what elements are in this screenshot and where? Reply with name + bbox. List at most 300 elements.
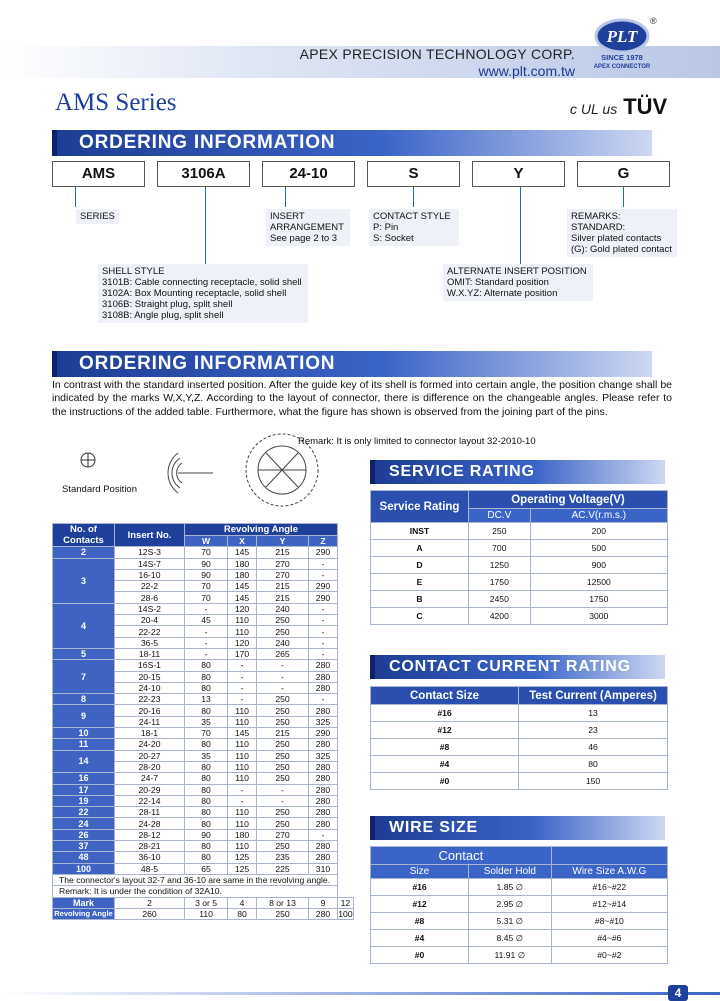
ac-header: AC.V(r.m.s.): [530, 509, 667, 523]
table-cell: 1750: [530, 591, 667, 608]
table-cell: 270: [256, 569, 308, 580]
table-cell: 24-28: [115, 818, 185, 829]
table-cell: 80: [519, 756, 668, 773]
contacts-cell: 17: [53, 784, 115, 795]
table-cell: -: [185, 626, 228, 637]
table-row: [53, 603, 354, 614]
contact-size-header: Contact Size: [371, 687, 519, 705]
table-cell: 215: [256, 592, 308, 603]
table-cell: 215: [256, 728, 308, 739]
description-paragraph: In contrast with the standard inserted position. After the guide key of its shell is formed into certain angle, the position change shall be indicated by the marks W,X,Y,Z. According to the layout of connector, there is difference on the changeable angles. Please refer to the instructions of the added table. Furthermore, what the figure has shown is observed from the joining part of the pins.: [52, 379, 672, 418]
solder-hold-header: Solder Hold: [469, 865, 552, 879]
table-cell: #4: [371, 930, 469, 947]
table-cell: #8~#10: [551, 913, 667, 930]
label-series: SERIES: [76, 209, 119, 224]
table-cell: 36-5: [115, 637, 185, 648]
table-cell: 1.85 ∅: [469, 879, 552, 896]
table-cell: 80: [185, 784, 228, 795]
table-cell: 46: [519, 739, 668, 756]
table-cell: -: [309, 648, 338, 659]
table-cell: 280: [309, 852, 338, 863]
table-cell: 235: [256, 852, 308, 863]
label-remarks: REMARKS: STANDARD: Silver plated contacts (G): Gold plated contact: [567, 209, 677, 257]
table-cell: 270: [256, 558, 308, 569]
table-row: [53, 841, 354, 852]
table-row: [371, 913, 668, 930]
table-cell: 20-16: [115, 705, 185, 716]
table-cell: -: [309, 626, 338, 637]
table-cell: 145: [228, 592, 257, 603]
table-cell: 250: [256, 807, 308, 818]
table-cell: 215: [256, 547, 308, 558]
table-cell: 290: [309, 592, 338, 603]
table-cell: 240: [256, 603, 308, 614]
contacts-cell: 100: [53, 863, 115, 874]
table-row: [53, 739, 354, 750]
revolving-cell: 260: [115, 908, 185, 919]
table-cell: 240: [256, 637, 308, 648]
table-cell: 80: [185, 841, 228, 852]
table-cell: 125: [228, 863, 257, 874]
series-title: AMS Series: [55, 89, 177, 116]
table-row: [371, 557, 668, 574]
col-header-w: W: [185, 536, 228, 547]
layout-remark: Remark: It is only limited to connector layout 32-2010-10: [298, 436, 536, 447]
table-row: [371, 608, 668, 625]
table-cell: 250: [256, 818, 308, 829]
table-row: [53, 705, 354, 716]
table-cell: 20-29: [115, 784, 185, 795]
table-cell: 280: [309, 773, 338, 784]
contacts-cell: 9: [53, 705, 115, 728]
table-cell: 20-15: [115, 671, 185, 682]
table-cell: 13: [185, 694, 228, 705]
connector-line: [285, 187, 286, 207]
table-cell: 70: [185, 547, 228, 558]
contacts-cell: 4: [53, 603, 115, 648]
table-cell: 180: [228, 829, 257, 840]
voltage-header: Operating Voltage(V): [469, 491, 668, 509]
section-service-rating: SERVICE RATING: [370, 460, 665, 484]
contacts-cell: 8: [53, 694, 115, 705]
contacts-cell: 16: [53, 773, 115, 784]
mark-cell: 3 or 5: [185, 897, 228, 908]
table-cell: -: [228, 795, 257, 806]
table-cell: -: [228, 784, 257, 795]
code-shell: 3106A: [157, 161, 250, 187]
mark-cell: 12: [337, 897, 353, 908]
table-cell: 200: [530, 523, 667, 540]
table-cell: 22-23: [115, 694, 185, 705]
table-cell: 250: [256, 761, 308, 772]
table-cell: 90: [185, 558, 228, 569]
table-cell: 80: [185, 761, 228, 772]
col-header-contacts: No. of Contacts: [53, 524, 115, 547]
table-row: [53, 660, 354, 671]
table-cell: 280: [309, 841, 338, 852]
table-row: [53, 829, 354, 840]
table-cell: 250: [469, 523, 531, 540]
table-cell: 13: [519, 705, 668, 722]
table-cell: #12: [371, 896, 469, 913]
table-cell: 80: [185, 795, 228, 806]
table-cell: 250: [256, 773, 308, 784]
mark-row: [53, 897, 354, 908]
table-row: [53, 807, 354, 818]
table-cell: -: [228, 660, 257, 671]
table-cell: 3000: [530, 608, 667, 625]
table-cell: #16: [371, 879, 469, 896]
table-cell: -: [256, 671, 308, 682]
table-row: [53, 773, 354, 784]
table-cell: 290: [309, 728, 338, 739]
table-cell: 70: [185, 728, 228, 739]
table-cell: #8: [371, 739, 519, 756]
col-header-x: X: [228, 536, 257, 547]
table-cell: 12500: [530, 574, 667, 591]
table-cell: 16-10: [115, 569, 185, 580]
revolving-cell: 250: [256, 908, 308, 919]
table-cell: 180: [228, 558, 257, 569]
table-cell: -: [309, 558, 338, 569]
table-cell: 8.45 ∅: [469, 930, 552, 947]
table-cell: 22-22: [115, 626, 185, 637]
code-series: AMS: [52, 161, 145, 187]
table-cell: 250: [256, 705, 308, 716]
table-note: The connector's layout 32-7 and 36-10 are same in the revolving angle.: [53, 874, 338, 885]
table-cell: #12~#14: [551, 896, 667, 913]
revolving-cell: 280: [309, 908, 338, 919]
awg-header: Wire Size A.W.G: [551, 865, 667, 879]
table-cell: 110: [228, 750, 257, 761]
table-cell: 215: [256, 581, 308, 592]
table-row: [371, 523, 668, 540]
table-row: [371, 705, 668, 722]
contacts-cell: 3: [53, 558, 115, 603]
table-cell: 4200: [469, 608, 531, 625]
table-cell: #0~#2: [551, 947, 667, 964]
table-cell: 280: [309, 807, 338, 818]
section-wire-size: WIRE SIZE: [370, 816, 665, 840]
table-row: [371, 896, 668, 913]
code-alternate: Y: [472, 161, 565, 187]
label-alternate: ALTERNATE INSERT POSITION OMIT: Standard position W.X.YZ: Alternate position: [443, 264, 593, 301]
table-cell: 110: [228, 739, 257, 750]
table-cell: 280: [309, 784, 338, 795]
table-cell: 80: [185, 739, 228, 750]
table-cell: 80: [185, 705, 228, 716]
service-rating-header: Service Rating: [371, 491, 469, 523]
tuv-mark: TÜV: [623, 94, 668, 119]
table-cell: 110: [228, 716, 257, 727]
table-cell: #12: [371, 722, 519, 739]
table-cell: 14S-2: [115, 603, 185, 614]
contacts-cell: 5: [53, 648, 115, 659]
table-cell: 80: [185, 671, 228, 682]
table-cell: 110: [228, 761, 257, 772]
test-current-header: Test Current (Amperes): [519, 687, 668, 705]
table-cell: 290: [309, 581, 338, 592]
table-cell: -: [228, 671, 257, 682]
table-cell: -: [309, 694, 338, 705]
table-cell: 35: [185, 716, 228, 727]
table-cell: 45: [185, 615, 228, 626]
label-insert: INSERT ARRANGEMENT See page 2 to 3: [266, 209, 350, 246]
table-cell: 280: [309, 739, 338, 750]
table-cell: 24-20: [115, 739, 185, 750]
code-contact: S: [367, 161, 460, 187]
contact-header: Contact: [371, 847, 552, 865]
table-cell: -: [256, 784, 308, 795]
svg-text:SINCE 1978: SINCE 1978: [601, 53, 643, 62]
table-cell: 80: [185, 660, 228, 671]
table-cell: 110: [228, 773, 257, 784]
table-cell: 36-10: [115, 852, 185, 863]
table-cell: 80: [185, 807, 228, 818]
table-cell: 65: [185, 863, 228, 874]
table-row: [53, 648, 354, 659]
table-cell: #16~#22: [551, 879, 667, 896]
table-row: [371, 739, 668, 756]
table-cell: 90: [185, 829, 228, 840]
table-cell: 145: [228, 547, 257, 558]
table-cell: #8: [371, 913, 469, 930]
table-cell: -: [309, 569, 338, 580]
table-cell: 700: [469, 540, 531, 557]
table-cell: 250: [256, 626, 308, 637]
section-ordering-info-1: ORDERING INFORMATION: [52, 130, 652, 156]
table-cell: 120: [228, 603, 257, 614]
connector-line: [75, 187, 76, 207]
table-row: [53, 728, 354, 739]
table-cell: 18-11: [115, 648, 185, 659]
contacts-cell: 11: [53, 739, 115, 750]
contacts-cell: 14: [53, 750, 115, 773]
revolving-cell: 80: [228, 908, 257, 919]
table-cell: #0: [371, 773, 519, 790]
table-cell: -: [309, 615, 338, 626]
table-cell: 16S-1: [115, 660, 185, 671]
table-cell: -: [185, 637, 228, 648]
table-cell: 145: [228, 581, 257, 592]
connector-line: [520, 187, 521, 265]
contacts-cell: 7: [53, 660, 115, 694]
contacts-cell: 26: [53, 829, 115, 840]
table-cell: 280: [309, 818, 338, 829]
section-contact-current: CONTACT CURRENT RATING: [370, 655, 665, 679]
table-cell: 290: [309, 547, 338, 558]
standard-position-icon: [78, 450, 98, 475]
table-cell: 12S-3: [115, 547, 185, 558]
code-remarks: G: [577, 161, 670, 187]
table-cell: 110: [228, 615, 257, 626]
table-cell: 250: [256, 694, 308, 705]
table-cell: 250: [256, 615, 308, 626]
table-cell: 80: [185, 852, 228, 863]
revolving-cell: 110: [185, 908, 228, 919]
table-cell: #16: [371, 705, 519, 722]
table-cell: -: [185, 648, 228, 659]
table-row: [53, 558, 354, 569]
table-cell: 2450: [469, 591, 531, 608]
contacts-cell: 24: [53, 818, 115, 829]
service-rating-table: [370, 490, 668, 625]
table-cell: -: [256, 660, 308, 671]
col-header-y: Y: [256, 536, 308, 547]
table-cell: 180: [228, 569, 257, 580]
table-cell: 24-11: [115, 716, 185, 727]
table-cell: 90: [185, 569, 228, 580]
table-cell: 22-2: [115, 581, 185, 592]
table-row: [371, 879, 668, 896]
table-cell: 110: [228, 841, 257, 852]
table-row: [53, 784, 354, 795]
table-cell: 265: [256, 648, 308, 659]
table-cell: 28-11: [115, 807, 185, 818]
table-cell: 20-27: [115, 750, 185, 761]
table-row: [53, 547, 354, 558]
table-row: [371, 773, 668, 790]
revolving-figure-small: [158, 448, 218, 503]
section-ordering-info-2: ORDERING INFORMATION: [52, 351, 652, 377]
table-cell: 28-6: [115, 592, 185, 603]
table-cell: D: [371, 557, 469, 574]
table-cell: 110: [228, 705, 257, 716]
table-row: [371, 540, 668, 557]
table-cell: 170: [228, 648, 257, 659]
table-row: [53, 863, 354, 874]
contact-current-table: [370, 686, 668, 790]
table-cell: 5.31 ∅: [469, 913, 552, 930]
table-row: [371, 574, 668, 591]
table-row: [371, 947, 668, 964]
plt-logo: [588, 14, 666, 68]
table-cell: 310: [309, 863, 338, 874]
svg-text:®: ®: [650, 16, 657, 26]
table-cell: B: [371, 591, 469, 608]
table-cell: -: [309, 637, 338, 648]
table-cell: 1250: [469, 557, 531, 574]
table-cell: 28-21: [115, 841, 185, 852]
table-cell: 250: [256, 739, 308, 750]
wire-size-table: [370, 846, 668, 964]
table-cell: 150: [519, 773, 668, 790]
table-cell: 500: [530, 540, 667, 557]
table-cell: 280: [309, 671, 338, 682]
table-cell: 23: [519, 722, 668, 739]
table-remark: Remark: It is under the condition of 32A10.: [53, 886, 338, 897]
table-cell: 325: [309, 716, 338, 727]
table-cell: 280: [309, 705, 338, 716]
table-cell: -: [309, 829, 338, 840]
table-cell: -: [256, 682, 308, 693]
contacts-cell: 2: [53, 547, 115, 558]
contacts-cell: 19: [53, 795, 115, 806]
note-row: [53, 886, 354, 897]
certification-marks: [570, 94, 667, 120]
table-cell: -: [228, 682, 257, 693]
table-row: [371, 756, 668, 773]
contacts-cell: 22: [53, 807, 115, 818]
mark-cell: 8 or 13: [256, 897, 308, 908]
table-cell: 24-10: [115, 682, 185, 693]
table-cell: 280: [309, 761, 338, 772]
table-cell: 70: [185, 581, 228, 592]
mark-cell: 2: [115, 897, 185, 908]
table-cell: 900: [530, 557, 667, 574]
table-cell: -: [256, 795, 308, 806]
table-cell: #4~#6: [551, 930, 667, 947]
table-cell: 250: [256, 750, 308, 761]
table-cell: INST: [371, 523, 469, 540]
table-cell: 280: [309, 795, 338, 806]
table-cell: 145: [228, 728, 257, 739]
table-cell: 280: [309, 660, 338, 671]
page-number: 4: [668, 985, 688, 1001]
label-shell-style: SHELL STYLE 3101B: Cable connecting receptacle, solid shell 3102A: Box Mounting receptacle, solid shell 3106B: Straight plug, split shell 3108B: Angle plug, split shell: [98, 264, 308, 323]
table-cell: 35: [185, 750, 228, 761]
col-header-z: Z: [309, 536, 338, 547]
table-row: [53, 750, 354, 761]
company-url[interactable]: www.plt.com.tw: [478, 63, 575, 79]
table-cell: 28-12: [115, 829, 185, 840]
footer-line: [0, 992, 720, 995]
table-cell: 1750: [469, 574, 531, 591]
table-cell: #0: [371, 947, 469, 964]
table-cell: 270: [256, 829, 308, 840]
ul-mark: c UL us: [570, 101, 618, 117]
size-header: Size: [371, 865, 469, 879]
mark-label: Mark: [53, 897, 115, 908]
mark-cell: 9: [309, 897, 338, 908]
contacts-cell: 10: [53, 728, 115, 739]
table-cell: 80: [185, 818, 228, 829]
table-cell: 70: [185, 592, 228, 603]
table-cell: -: [185, 603, 228, 614]
note-row: [53, 874, 354, 885]
connector-line: [205, 187, 206, 265]
table-cell: -: [309, 603, 338, 614]
table-cell: 110: [228, 626, 257, 637]
mark-cell: 4: [228, 897, 257, 908]
table-row: [53, 852, 354, 863]
table-cell: 22-14: [115, 795, 185, 806]
table-cell: 80: [185, 773, 228, 784]
table-cell: A: [371, 540, 469, 557]
connector-line: [413, 187, 414, 207]
table-row: [53, 818, 354, 829]
table-cell: 20-4: [115, 615, 185, 626]
company-name: APEX PRECISION TECHNOLOGY CORP.: [299, 46, 575, 62]
table-row: [371, 722, 668, 739]
label-contact: CONTACT STYLE P: Pin S: Socket: [369, 209, 459, 246]
table-cell: 125: [228, 852, 257, 863]
revolving-cell: 100: [338, 908, 353, 919]
table-cell: 28-20: [115, 761, 185, 772]
table-cell: 110: [228, 818, 257, 829]
connector-line: [623, 187, 624, 207]
table-cell: 110: [228, 807, 257, 818]
table-row: [371, 591, 668, 608]
table-cell: 120: [228, 637, 257, 648]
table-cell: E: [371, 574, 469, 591]
contacts-cell: 48: [53, 852, 115, 863]
revolving-label: Revolving Angle: [54, 909, 113, 919]
table-row: [371, 930, 668, 947]
table-cell: 18-1: [115, 728, 185, 739]
revolving-row: [53, 908, 354, 919]
code-insert: 24-10: [262, 161, 355, 187]
